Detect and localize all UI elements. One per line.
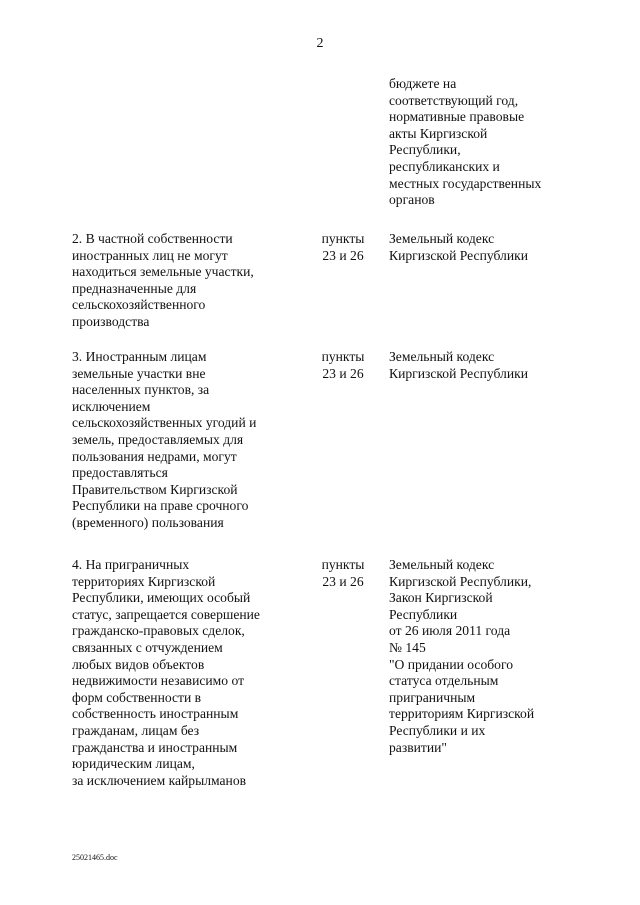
row-4-points: пункты 23 и 26 bbox=[321, 557, 365, 589]
page-number: 2 bbox=[316, 36, 324, 51]
row-2-points: пункты 23 и 26 bbox=[321, 231, 365, 263]
row-4-sources: Земельный кодекс Киргизской Республики, Закон Киргизской Республики от 26 июля 2011 года № 145 "О придании особого статуса отдельным приграничным территориям Киргизской Республики и их развитии" bbox=[389, 557, 535, 755]
row-2-restriction: 2. В частной собственности иностранных лиц не могут находиться земельные участки, предназначенные для сельскохозяйственного производства bbox=[72, 231, 254, 329]
row-3-restriction: 3. Иностранным лицам земельные участки вне населенных пунктов, за исключением сельскохозяйственных угодий и земель, предоставляемых для пользования недрами, могут предоставляться Правительством Киргизской Республики на праве срочного (временного) пользования bbox=[72, 349, 257, 530]
row-4-restriction: 4. На приграничных территориях Киргизской Республики, имеющих особый статус, запрещается совершение гражданско-правовых сделок, связанных с отчуждением любых видов объектов недвижимости независимо от форм собственности в собственность иностранным гражданам, лицам без гражданства и иностранным юридическим лицам, за исключением кайрылманов bbox=[72, 557, 260, 788]
row-3-sources: Земельный кодекс Киргизской Республики bbox=[389, 349, 528, 381]
row-2-sources: Земельный кодекс Киргизской Республики bbox=[389, 231, 528, 263]
continuation-sources: бюджете на соответствующий год, нормативные правовые акты Киргизской Республики, республиканских и местных государственных органов bbox=[389, 76, 542, 208]
row-3-points: пункты 23 и 26 bbox=[321, 349, 365, 381]
document-footer: 25021465.doc bbox=[72, 853, 118, 862]
